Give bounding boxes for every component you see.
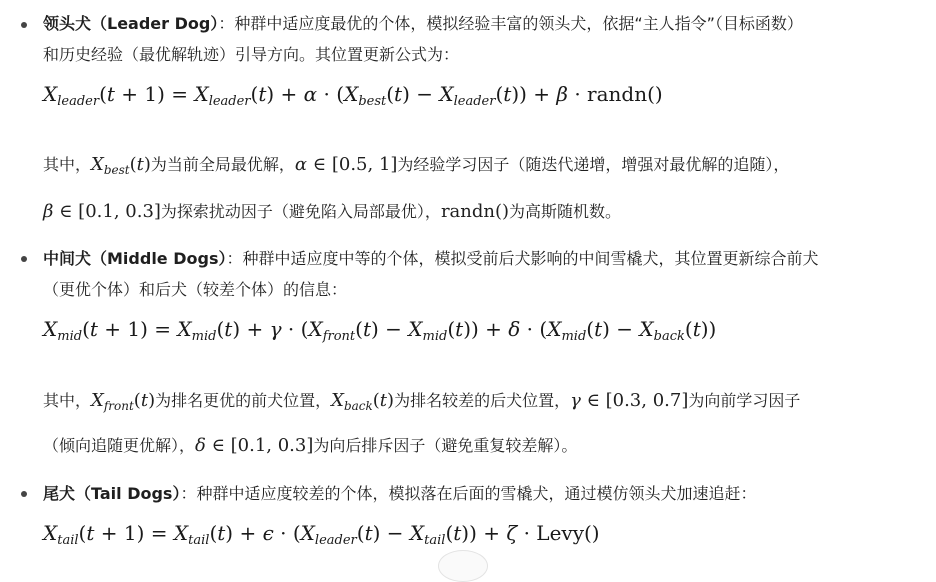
leader-where-2b: 为高斯随机数。	[509, 202, 622, 221]
middle-where-2b: 为向后排斥因子（避免重复较差解）。	[313, 436, 578, 455]
leader-desc-2: 和历史经验（最优解轨迹）引导方向。其位置更新公式为：	[43, 45, 460, 64]
leader-formula: $X_{leader}(t + 1) = X_{leader}(t) + \alpha \cdot (X_{best}(t) - X_{leader}(t)) + \beta$ · randn()	[43, 82, 663, 109]
scroll-down-button[interactable]	[438, 550, 488, 582]
tail-formula: $X_{tail}(t + 1) = X_{tail}(t) + \epsilon \cdot (X_{leader}(t) - X_{tail}(t)) + \zeta$ · Levy()	[43, 521, 600, 548]
middle-line-2	[43, 274, 347, 305]
leader-where-1a: 其中，	[43, 155, 92, 174]
tail-title: 尾犬（Tail Dogs）	[43, 484, 181, 503]
leader-desc-1: ：种群中适应度最优的个体，模拟经验丰富的领头犬，依据“主人指令”（目标函数）	[218, 14, 803, 33]
middle-title: 中间犬（Middle Dogs）	[43, 249, 227, 268]
math-xbest: $X_{best}(t)$	[91, 154, 151, 177]
math-beta-range: β ∈ [0.1, 0.3]	[43, 201, 161, 222]
middle-where-1	[43, 388, 800, 413]
middle-where-1a: 其中，	[43, 391, 92, 410]
middle-where-1d: 为向前学习因子	[688, 391, 801, 410]
math-delta-range: δ ∈ [0.1, 0.3]	[195, 435, 314, 456]
leader-where-1	[43, 152, 789, 177]
leader-where-1b: 为当前全局最优解，	[150, 155, 295, 174]
leader-where-2	[43, 199, 621, 222]
math-alpha-range: α ∈ [0.5, 1]	[294, 154, 398, 175]
math-xfront: $X_{front}(t)$	[91, 390, 156, 413]
leader-title: 领头犬（Leader Dog）	[43, 14, 219, 33]
middle-where-1b: 为排名更优的前犬位置，	[155, 391, 332, 410]
tail-line-1	[43, 478, 756, 509]
leader-line-1	[43, 8, 803, 39]
middle-line-1	[43, 243, 819, 274]
leader-where-2a: 为探索扰动因子（避免陷入局部最优），	[160, 202, 441, 221]
middle-desc-2: （更优个体）和后犬（较差个体）的信息：	[43, 280, 348, 299]
bullet-middle	[21, 256, 27, 262]
middle-where-2a: （倾向追随更优解），	[43, 436, 196, 455]
middle-desc-1: ：种群中适应度中等的个体，模拟受前后犬影响的中间雪橇犬，其位置更新综合前犬	[226, 249, 819, 268]
middle-where-1c: 为排名较差的后犬位置，	[394, 391, 571, 410]
bullet-leader	[21, 22, 27, 28]
math-gamma-range: γ ∈ [0.3, 0.7]	[570, 390, 689, 411]
bullet-tail	[21, 491, 27, 497]
leader-where-1c: 为经验学习因子（随迭代递增，增强对最优解的追随），	[397, 155, 790, 174]
leader-line-2	[43, 39, 459, 70]
math-xback: $X_{back}(t)$	[331, 390, 395, 413]
tail-desc-1: ：种群中适应度较差的个体，模拟落在后面的雪橇犬，通过模仿领头犬加速追赶：	[180, 484, 757, 503]
math-randn: randn()	[440, 201, 510, 222]
middle-where-2	[43, 433, 577, 456]
middle-formula: $X_{mid}(t + 1) = X_{mid}(t) + \gamma \cdot (X_{front}(t) - X_{mid}(t)) + \delta \cdot (X_{mid}(t) - X_{back}(t))$	[43, 317, 717, 344]
